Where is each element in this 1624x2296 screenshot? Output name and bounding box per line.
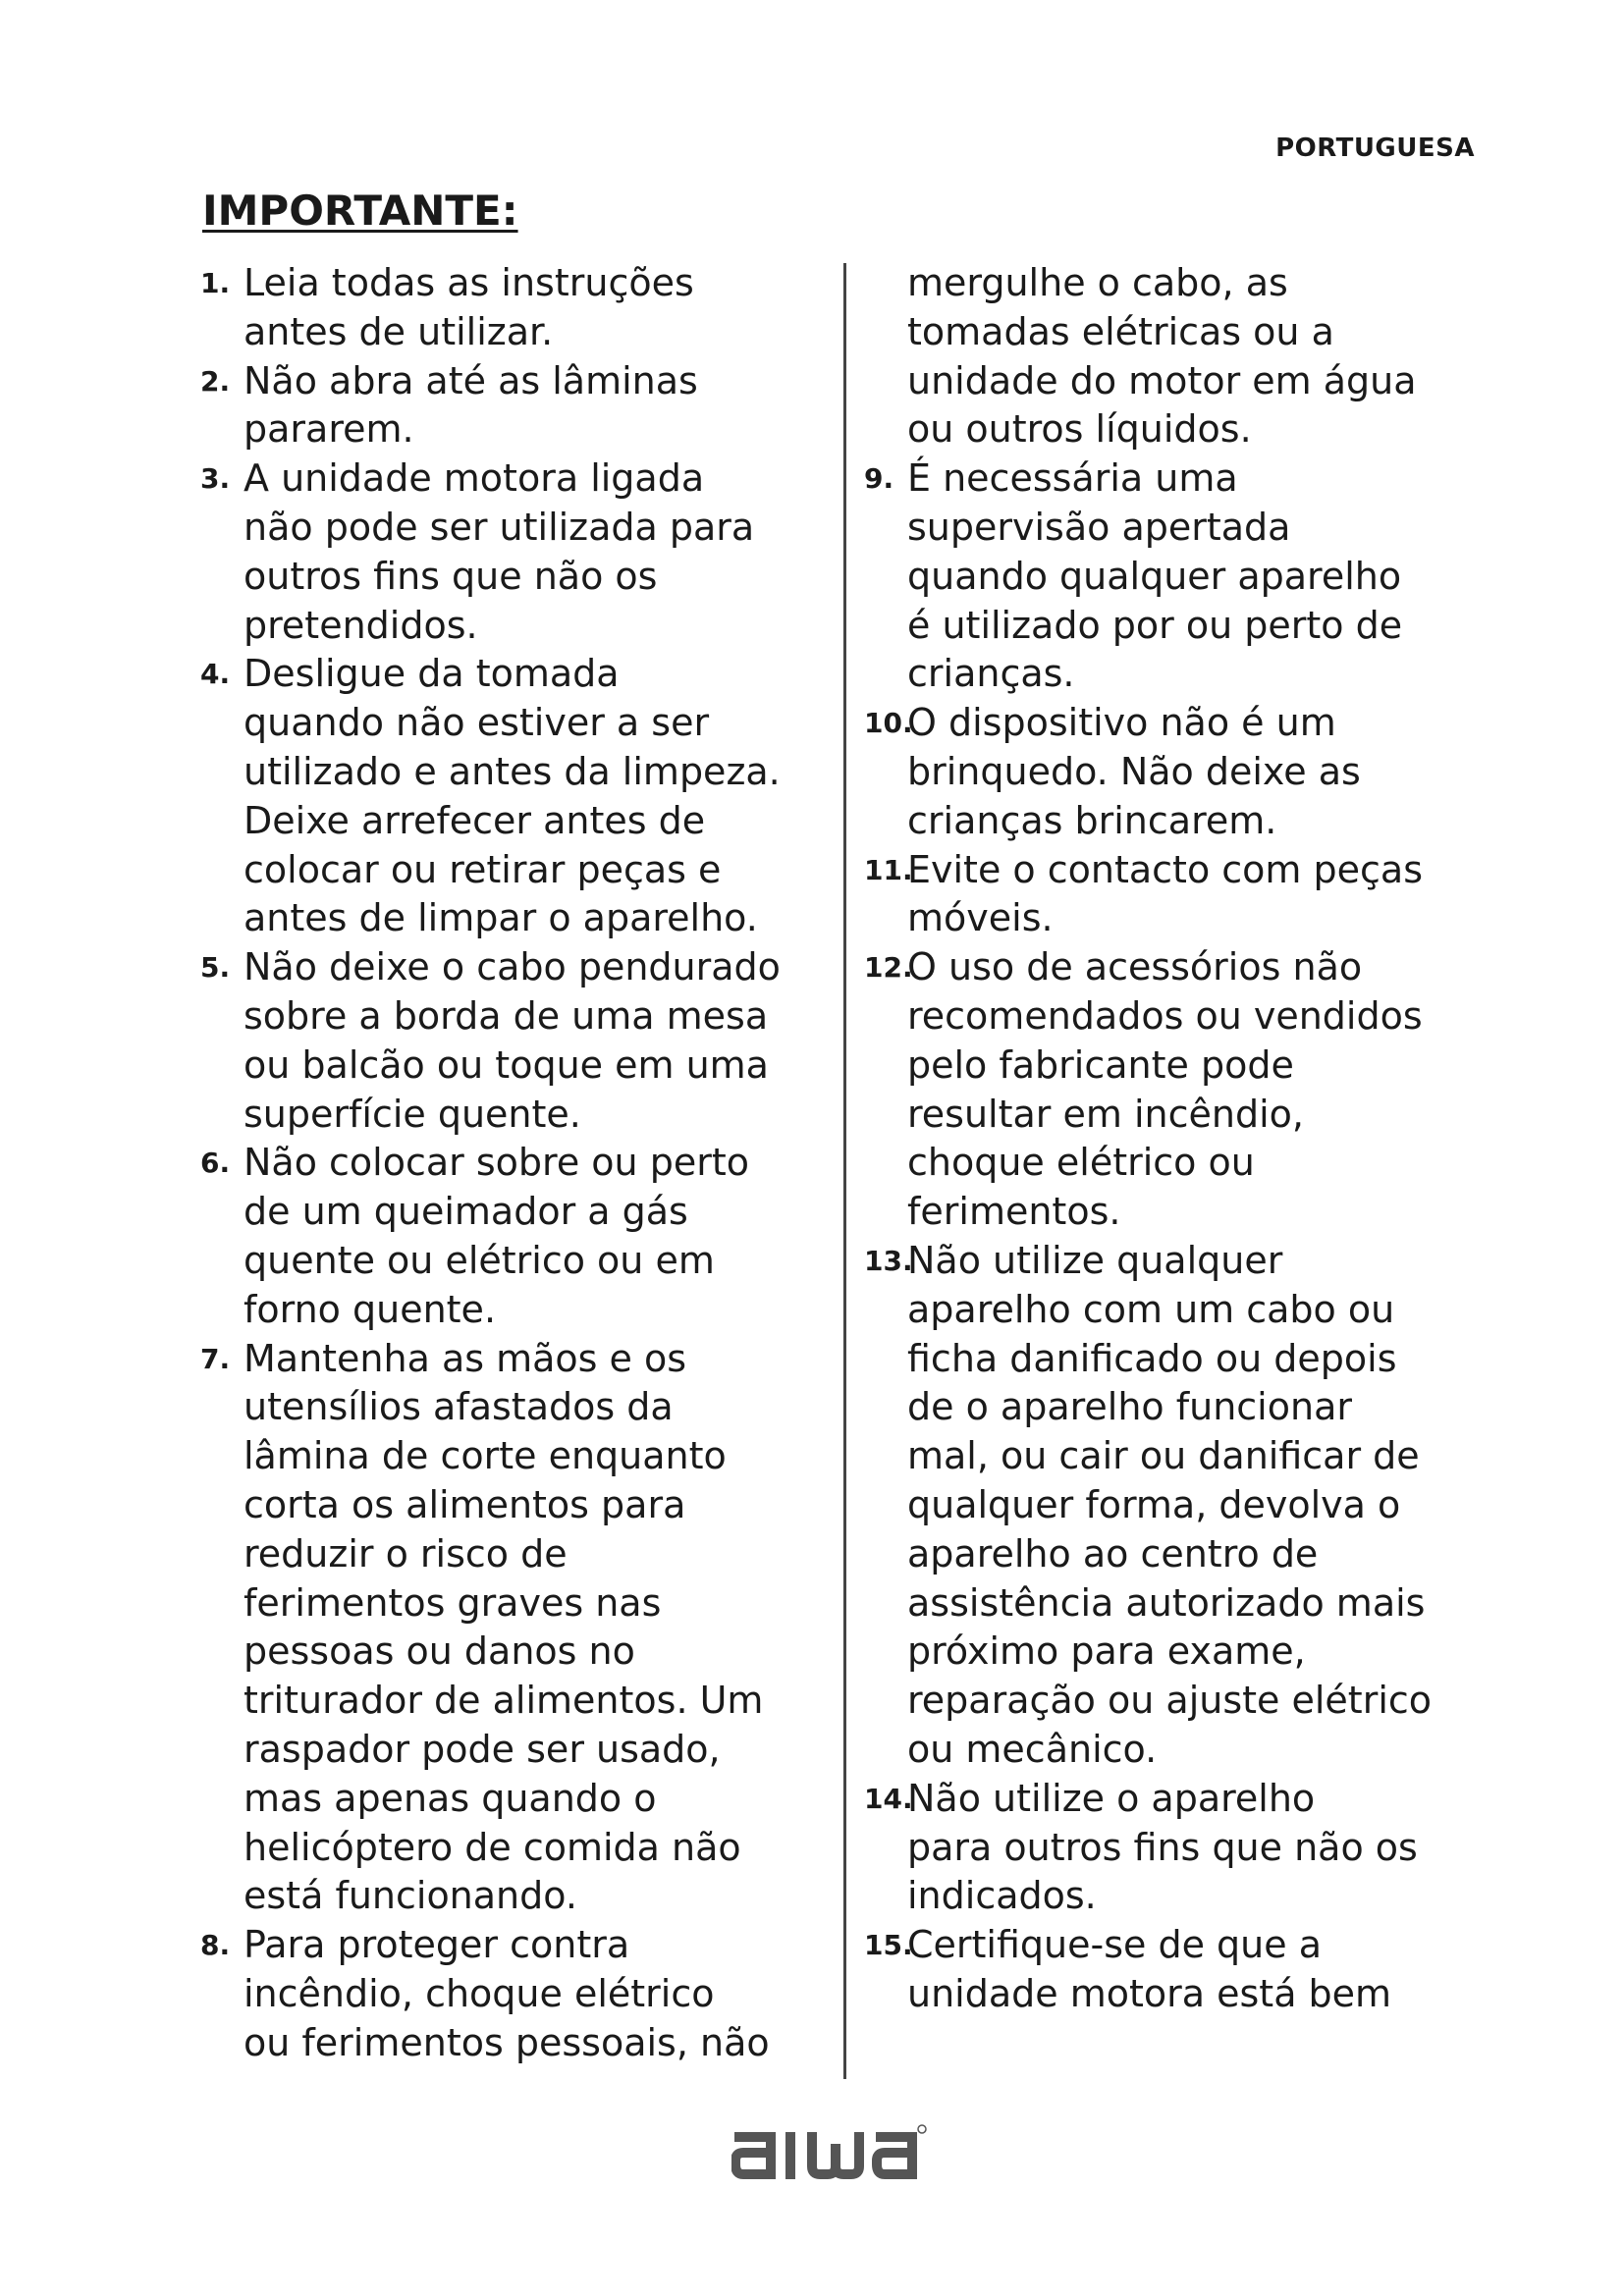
- item-number: 8.: [200, 1929, 231, 1962]
- right-column: [864, 259, 1492, 2019]
- list-item: [200, 259, 829, 357]
- list-item: [864, 1775, 1492, 1921]
- item-text: A unidade motora ligada não pode ser utilizada para outros fins que não os pretendidos.: [244, 456, 755, 647]
- list-item: [864, 1237, 1492, 1775]
- item-continuation: mergulhe o cabo, as tomadas elétricas ou a unidade do motor em água ou outros líquidos.: [907, 261, 1417, 452]
- list-item: [864, 943, 1492, 1237]
- item-text: Não colocar sobre ou perto de um queimador a gás quente ou elétrico ou em forno quente.: [244, 1141, 749, 1331]
- item-text: Leia todas as instruções antes de utilizar.: [244, 261, 694, 353]
- list-item: [200, 1335, 829, 1922]
- item-text: Não utilize o aparelho para outros fins que não os indicados.: [907, 1776, 1418, 1918]
- item-number: 14.: [864, 1782, 913, 1815]
- list-item: [864, 699, 1492, 845]
- item-number: 5.: [200, 951, 231, 985]
- item-text: Não deixe o cabo pendurado sobre a borda de uma mesa ou balcão ou toque em uma superfície quente.: [244, 945, 781, 1136]
- item-number: 4.: [200, 658, 231, 691]
- list-item: [200, 943, 829, 1139]
- item-number: 9.: [864, 462, 894, 496]
- item-number: 7.: [200, 1342, 231, 1375]
- item-number: 6.: [200, 1147, 231, 1180]
- item-number: 2.: [200, 364, 231, 398]
- list-item: [864, 454, 1492, 699]
- item-number: 10.: [864, 707, 913, 740]
- list-item: [200, 357, 829, 455]
- item-text: Desligue da tomada quando não estiver a ser utilizado e antes da limpeza. Deixe arrefecer antes de colocar ou retirar peças e antes de limpar o aparelho.: [244, 652, 781, 940]
- item-number: 15.: [864, 1929, 913, 1962]
- item-text: É necessária uma supervisão apertada quando qualquer aparelho é utilizado por ou perto de crianças.: [907, 456, 1403, 696]
- aiwa-logo: [731, 2115, 957, 2184]
- item-text: Evite o contacto com peças móveis.: [907, 847, 1423, 940]
- item-text: Não utilize qualquer aparelho com um cabo ou ficha danificado ou depois de o aparelho funcionar mal, ou cair ou danificar de qualquer forma, devolva o aparelho ao centro de assistência autorizado mais próximo para exame, reparação ou ajuste elétrico ou mecânico.: [907, 1238, 1433, 1771]
- column-divider: [843, 263, 846, 2079]
- language-label: PORTUGUESA: [1275, 133, 1475, 163]
- item-number: 3.: [200, 462, 231, 496]
- item-text: Para proteger contra incêndio, choque elétrico ou ferimentos pessoais, não: [244, 1923, 770, 2064]
- registered-mark-icon: [918, 2125, 926, 2133]
- item-text: Certifique-se de que a unidade motora está bem: [907, 1923, 1392, 2015]
- page-title: IMPORTANTE:: [202, 187, 518, 235]
- list-item: [200, 650, 829, 943]
- item-text: O dispositivo não é um brinquedo. Não deixe as crianças brincarem.: [907, 701, 1361, 842]
- item-number: 13.: [864, 1244, 913, 1277]
- list-item: [200, 454, 829, 650]
- item-text: Não abra até as lâminas pararem.: [244, 358, 698, 452]
- list-item: [200, 1139, 829, 1334]
- item-number: 11.: [864, 853, 913, 886]
- left-column: [200, 259, 829, 2067]
- item-number: 12.: [864, 951, 913, 985]
- item-number: 1.: [200, 267, 231, 299]
- list-item: [200, 1921, 829, 2067]
- item-text: O uso de acessórios não recomendados ou vendidos pelo fabricante pode resultar em incêndio, choque elétrico ou ferimentos.: [907, 945, 1423, 1234]
- list-item: [864, 1921, 1492, 2019]
- list-item: [864, 846, 1492, 944]
- item-text: Mantenha as mãos e os utensílios afastados da lâmina de corte enquanto corta os alimentos para reduzir o risco de ferimentos graves nas pessoas ou danos no triturador de alimentos. Um raspador pode ser usado, mas apenas quando o helicóptero de comida não está funcionando.: [244, 1336, 764, 1918]
